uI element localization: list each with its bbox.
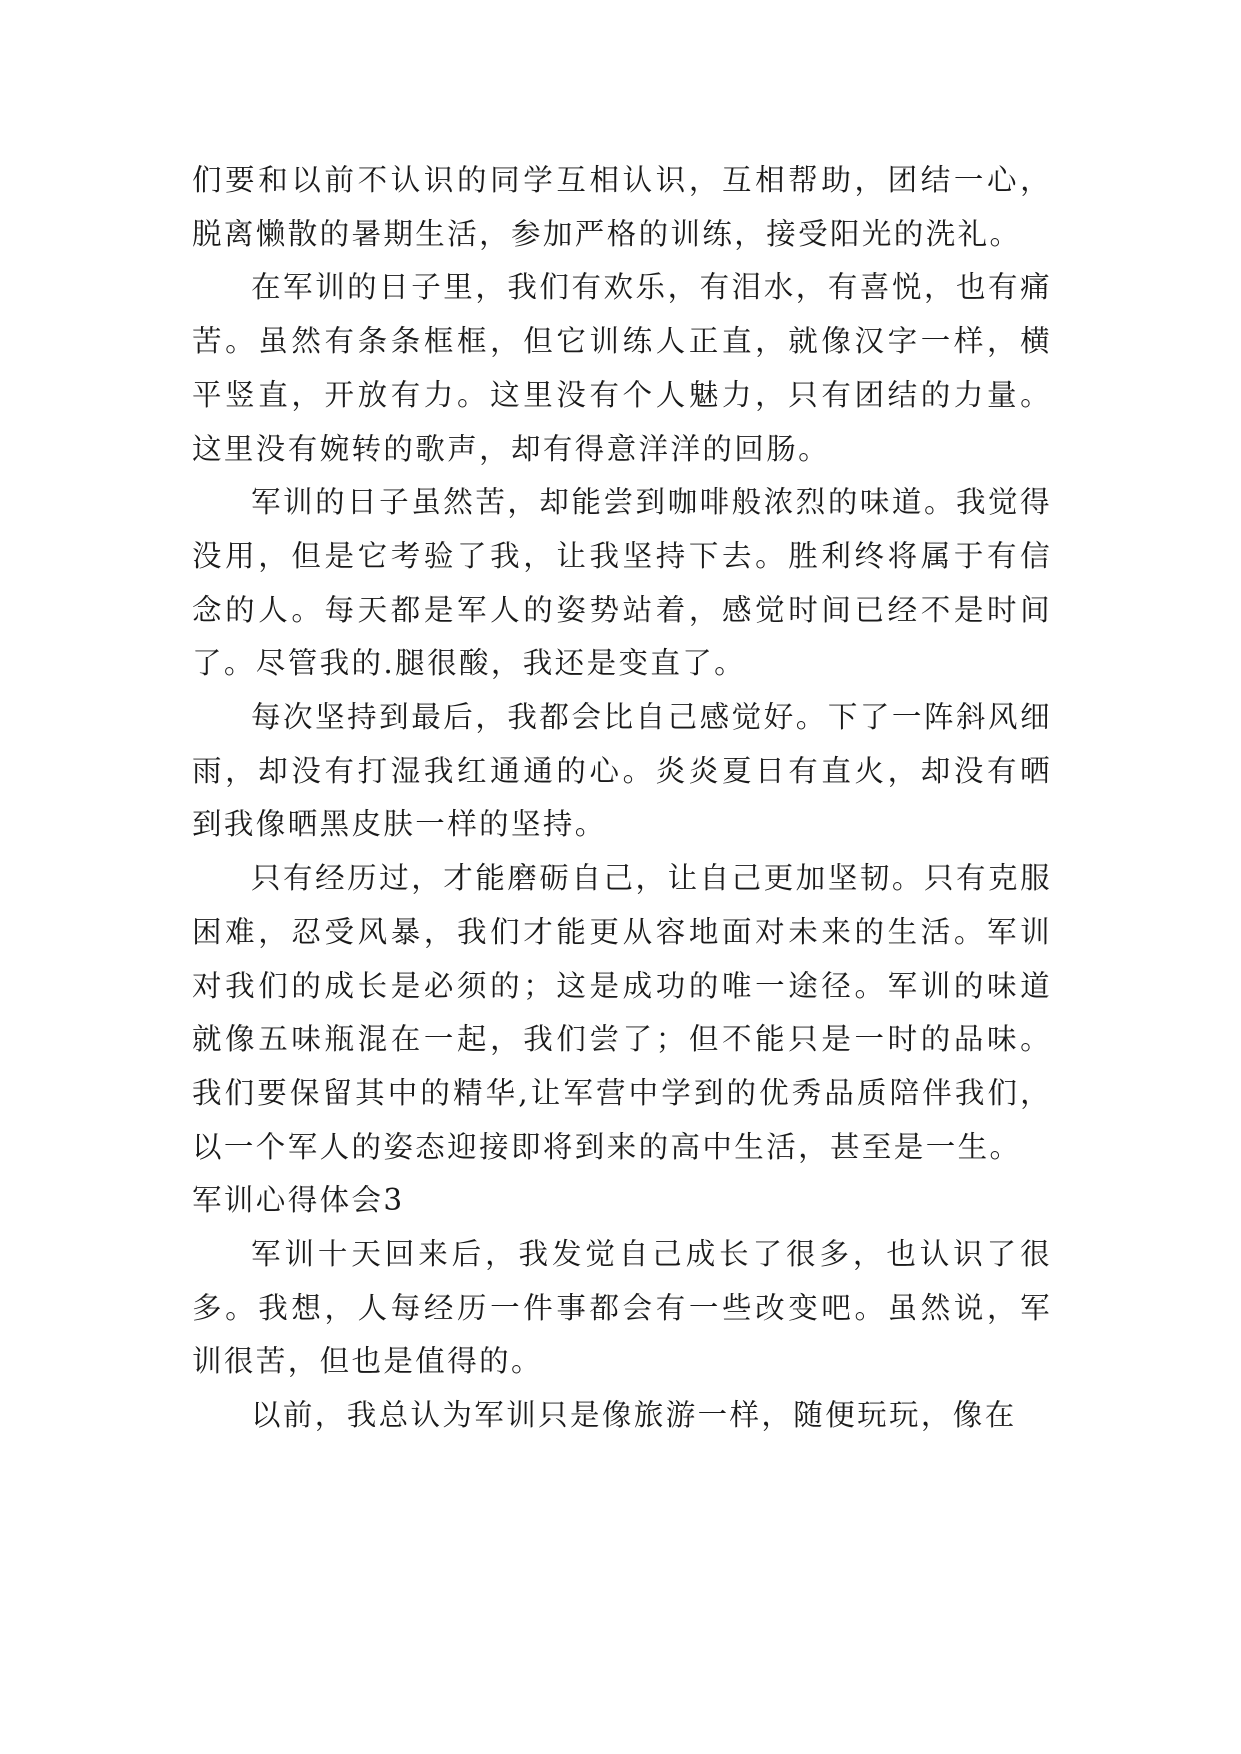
paragraph: 只有经历过，才能磨砺自己，让自己更加坚韧。只有克服困难，忍受风暴，我们才能更从容地面对未来的生活。军训对我们的成长是必须的；这是成功的唯一途径。军训的味道就像五味瓶混在一起，我们尝了；但不能只是一时的品味。我们要保留其中的精华,让军营中学到的优秀品质陪伴我们，以一个军人的姿态迎接即将到来的高中生活，甚至是一生。 [192, 861, 1052, 1164]
article-body [192, 154, 1052, 1443]
paragraph: 以前，我总认为军训只是像旅游一样，随便玩玩，像在 [251, 1398, 1017, 1433]
paragraph-continuation: 们要和以前不认识的同学互相认识，互相帮助，团结一心，脱离懒散的暑期生活，参加严格的训练，接受阳光的洗礼。 [192, 163, 1052, 251]
section-heading: 军训心得体会3 [192, 1183, 405, 1218]
paragraph: 军训十天回来后，我发觉自己成长了很多，也认识了很多。我想，人每经历一件事都会有一些改变吧。虽然说，军训很苦，但也是值得的。 [192, 1237, 1052, 1379]
paragraph: 军训的日子虽然苦，却能尝到咖啡般浓烈的味道。我觉得没用，但是它考验了我，让我坚持下去。胜利终将属于有信念的人。每天都是军人的姿势站着，感觉时间已经不是时间了。尽管我的.腿很酸，我还是变直了。 [192, 485, 1052, 681]
paragraph: 在军训的日子里，我们有欢乐，有泪水，有喜悦，也有痛苦。虽然有条条框框，但它训练人正直，就像汉字一样，横平竖直，开放有力。这里没有个人魅力，只有团结的力量。这里没有婉转的歌声，却有得意洋洋的回肠。 [192, 270, 1052, 466]
paragraph: 每次坚持到最后，我都会比自己感觉好。下了一阵斜风细雨，却没有打湿我红通通的心。炎炎夏日有直火，却没有晒到我像晒黑皮肤一样的坚持。 [192, 700, 1052, 842]
